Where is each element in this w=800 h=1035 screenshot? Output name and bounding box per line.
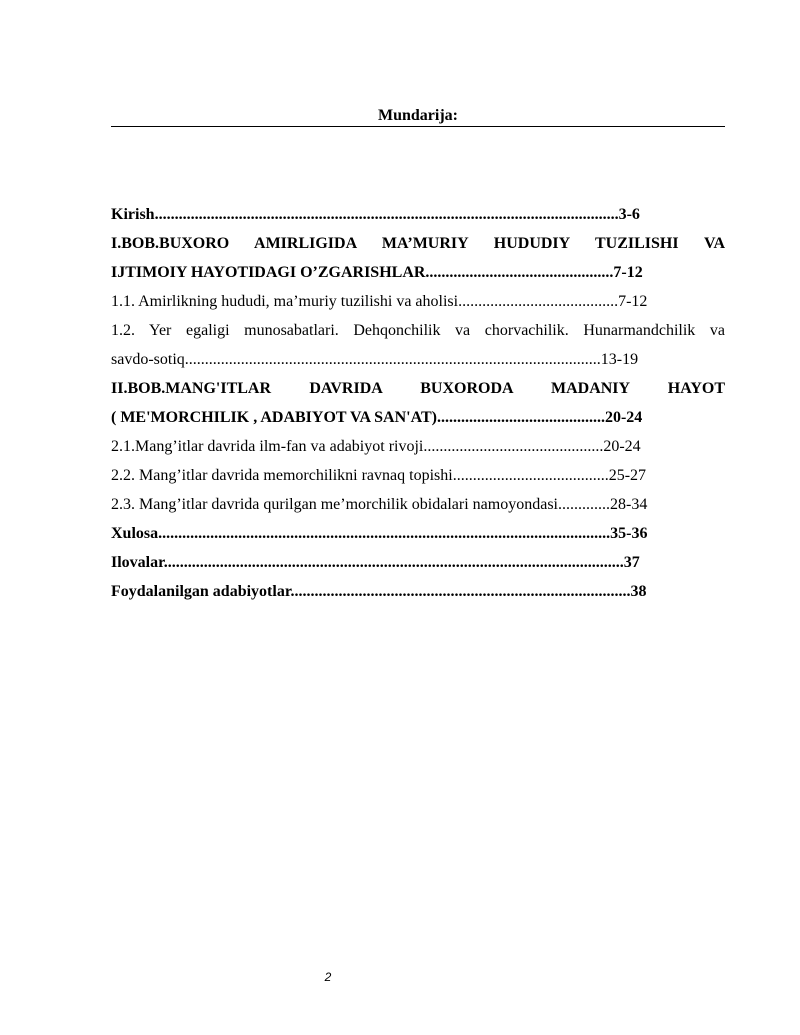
toc-chapter-2-line-2: ( ME'MORCHILIK , ADABIYOT VA SAN'AT)..........................................20-24	[111, 409, 643, 426]
toc-section-1-2-line-2: savdo-sotiq........................................................................................................13-19	[111, 351, 639, 368]
toc-section-2-1: 2.1.Mang’itlar davrida ilm-fan va adabiyot rivoji.............................................20-24	[111, 438, 641, 455]
toc-entry-adabiyotlar: Foydalanilgan adabiyotlar.....................................................................................38	[111, 583, 647, 600]
page-title: Mundarija:	[378, 107, 458, 124]
toc-section-2-2: 2.2. Mang’itlar davrida memorchilikni ravnaq topishi.......................................25-27	[111, 467, 647, 484]
table-of-contents	[111, 200, 725, 606]
title-underline	[111, 126, 725, 127]
toc-entry-xulosa: Xulosa.................................................................................................................35-36	[111, 525, 648, 542]
toc-entry-kirish: Kirish....................................................................................................................3-6	[111, 206, 640, 223]
toc-chapter-1-line-1: I.BOB.BUXORO AMIRLIGIDA MA’MURIY HUDUDIY TUZILISHI VA	[111, 235, 725, 252]
toc-chapter-2-line-1: II.BOB.MANG'ITLAR DAVRIDA BUXORODA MADANIY HAYOT	[111, 380, 725, 397]
page-number: 2	[324, 970, 332, 984]
toc-section-1-1: 1.1. Amirlikning hududi, ma’muriy tuzilishi va aholisi........................................7-12	[111, 293, 648, 310]
toc-chapter-1-line-2: IJTIMOIY HAYOTIDAGI O’ZGARISHLAR...............................................7-12	[111, 264, 643, 281]
toc-entry-ilovalar: Ilovalar...................................................................................................................37	[111, 554, 640, 571]
toc-section-1-2-line-1: 1.2. Yer egaligi munosabatlari. Dehqonchilik va chorvachilik. Hunarmandchilik va	[111, 322, 725, 339]
toc-section-2-3: 2.3. Mang’itlar davrida qurilgan me’morchilik obidalari namoyondasi.............28-34	[111, 496, 648, 513]
